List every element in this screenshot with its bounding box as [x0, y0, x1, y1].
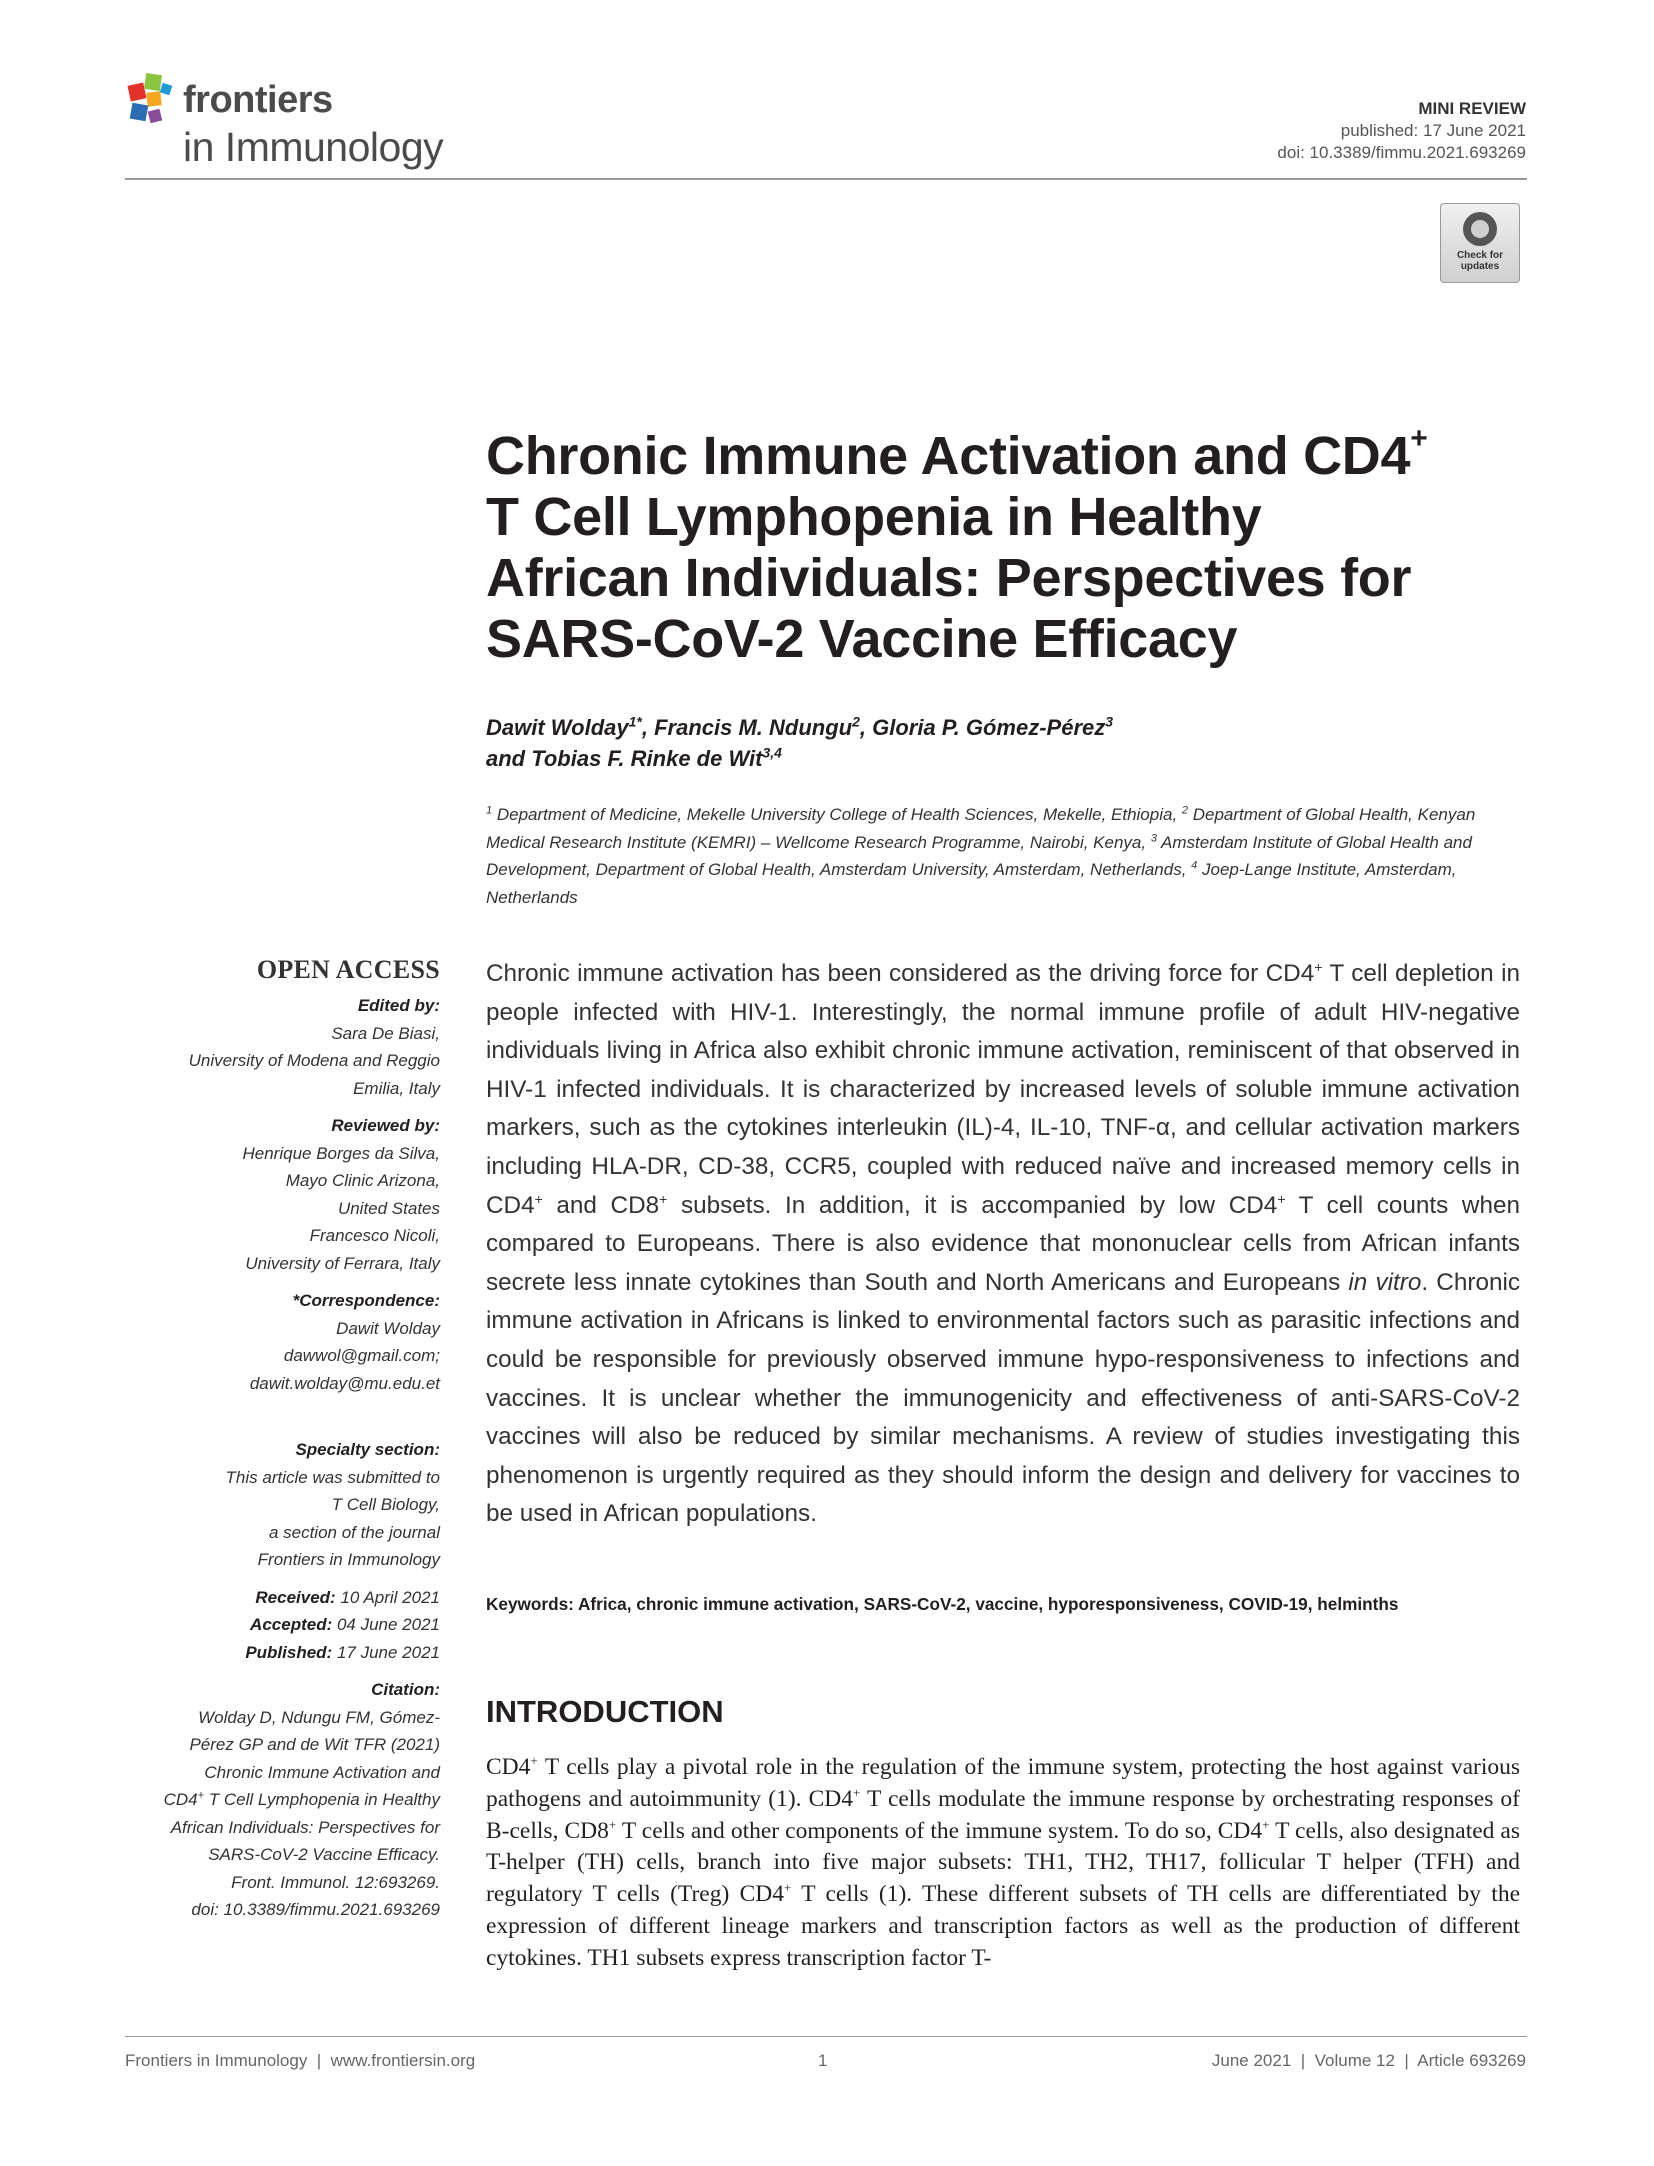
- specialty-line: This article was submitted to: [225, 1467, 440, 1487]
- abstract-superscript: +: [534, 1190, 543, 1207]
- intro-text: CD4: [486, 1754, 531, 1780]
- author-name[interactable]: Dawit Wolday: [486, 715, 629, 740]
- reviewer-line: University of Ferrara, Italy: [245, 1253, 440, 1273]
- correspondence-email[interactable]: dawwol@gmail.com;: [283, 1346, 440, 1365]
- affiliation-number: 4: [1191, 859, 1198, 872]
- published-value: 17 June 2021: [332, 1642, 440, 1662]
- author-separator: ,: [859, 715, 873, 740]
- affiliation-number: 1: [486, 804, 493, 817]
- header-divider: [125, 178, 1527, 180]
- author-name[interactable]: Gloria P. Gómez-Pérez: [872, 715, 1106, 740]
- title-line: SARS-CoV-2 Vaccine Efficacy: [486, 609, 1238, 669]
- crossmark-icon: [1463, 212, 1497, 246]
- abstract-superscript: +: [1314, 958, 1323, 975]
- abstract-text: T cell depletion in people infected with HIV-1. Interestingly, the normal immune profile of adult HIV-negative individuals living in Africa also exhibit chronic immune activation, reminiscent of that observed in HIV-1 infected individuals. It is characterized by increased levels of soluble immune activation markers, such as the cytokines interleukin (IL)-4, IL-10, TNF-α, and cellular activation markers including HLA-DR, CD-38, CCR5, coupled with reduced naïve and increased memory cells in CD4: [486, 960, 1520, 1219]
- title-line: African Individuals: Perspectives for: [486, 548, 1412, 608]
- received-value: 10 April 2021: [335, 1587, 440, 1607]
- reviewer-line: Mayo Clinic Arizona,: [285, 1171, 440, 1190]
- article-meta: [1277, 98, 1526, 164]
- specialty-line: a section of the journal: [268, 1522, 440, 1542]
- editor-line: Emilia, Italy: [353, 1078, 440, 1098]
- affiliation-text: Department of Global Health, Kenyan Medical Research Institute (KEMRI) – Wellcome Research Programme, Nairobi, Kenya,: [486, 805, 1476, 852]
- specialty-line: T Cell Biology,: [331, 1495, 440, 1514]
- author-list: [486, 712, 1546, 774]
- article-sidebar: [120, 952, 440, 1924]
- frontiers-logo-icon: [125, 70, 177, 132]
- author-name[interactable]: and Tobias F. Rinke de Wit: [486, 746, 763, 771]
- citation-line: [120, 1786, 440, 1814]
- editor-line[interactable]: Sara De Biasi,: [331, 1023, 440, 1043]
- author-affiliation-sup: 3,4: [762, 744, 782, 761]
- abstract: [486, 955, 1520, 1534]
- published-date-sidebar: [120, 1639, 440, 1667]
- check-updates-label: Check for updates: [1456, 250, 1504, 272]
- editor-line: University of Modena and Reggio: [188, 1051, 440, 1070]
- doi-link[interactable]: doi: 10.3389/fimmu.2021.693269: [1277, 143, 1526, 162]
- check-for-updates-badge[interactable]: [1440, 203, 1520, 283]
- author-affiliation-sup: 1*: [628, 713, 642, 730]
- citation-fragment: CD4: [163, 1790, 198, 1809]
- reviewer-line[interactable]: Henrique Borges da Silva,: [242, 1143, 440, 1163]
- reviewer-line: United States: [337, 1198, 440, 1218]
- affiliation-text: Amsterdam Institute of Global Health and Development, Department of Global Health, Amsterdam University, Amsterdam, Netherlands,: [486, 832, 1472, 879]
- abstract-text: . Chronic immune activation in Africans is linked to environmental factors such as parasitic infections and could be responsible for previously observed immune hypo-responsiveness to infections and vaccines. It is unclear whether the immunogenicity and effectiveness of anti-SARS-CoV-2 vaccines will also be reduced by similar mechanisms. A review of studies investigating this phenomenon is urgently required as they should inform the design and delivery for vaccines to be used in African populations.: [486, 1268, 1521, 1528]
- abstract-text: and CD8: [542, 1191, 660, 1219]
- intro-text: T cells and other components of the immune system. To do so, CD4: [616, 1817, 1263, 1844]
- reviewer-line[interactable]: Francesco Nicoli,: [309, 1226, 440, 1245]
- published-label: Published:: [245, 1642, 333, 1662]
- citation-line: SARS-CoV-2 Vaccine Efficacy.: [208, 1845, 440, 1864]
- intro-superscript: +: [1262, 1816, 1270, 1832]
- correspondence-label: *Correspondence:: [292, 1291, 440, 1310]
- citation-line: Front. Immunol. 12:693269.: [231, 1872, 440, 1892]
- citation-doi[interactable]: doi: 10.3389/fimmu.2021.693269: [191, 1900, 440, 1919]
- received-date: [120, 1584, 440, 1612]
- intro-text: T cells (1). These different subsets of TH cells are differentiated by the expression of different lineage markers and transcription factors as well as the production of different cytokines. TH1 subsets express transcription factor T-: [486, 1881, 1520, 1971]
- footer-issue-info: June 2021 | Volume 12 | Article 693269: [1211, 2051, 1526, 2070]
- intro-text: T cells play a pivotal role in the regulation of the immune system, protecting the host against various pathogens and autoimmunity (1). CD4: [486, 1754, 1520, 1812]
- affiliation-text: Department of Medicine, Mekelle University College of Health Sciences, Mekelle, Ethiopia,: [492, 805, 1182, 824]
- abstract-text: subsets. In addition, it is accompanied by low CD4: [667, 1191, 1278, 1219]
- abstract-superscript: +: [659, 1190, 668, 1207]
- citation-line: Chronic Immune Activation and: [204, 1762, 440, 1782]
- specialty-section-label: Specialty section:: [295, 1440, 440, 1459]
- brand-name: frontiers: [183, 79, 333, 121]
- accepted-date: [120, 1611, 440, 1639]
- journal-name: in Immunology: [183, 124, 444, 170]
- intro-superscript: +: [852, 1784, 861, 1800]
- title-line: T Cell Lymphopenia in Healthy: [486, 487, 1262, 547]
- page-number: 1: [818, 2051, 828, 2070]
- author-separator: ,: [641, 715, 655, 740]
- footer-journal-link[interactable]: Frontiers in Immunology | www.frontiersin.org: [125, 2051, 476, 2070]
- reviewed-by-label: Reviewed by:: [331, 1116, 440, 1135]
- introduction-body: [486, 1752, 1520, 1975]
- abstract-text: Chronic immune activation has been considered as the driving force for CD4: [486, 960, 1315, 987]
- affiliation-text: Joep-Lange Institute, Amsterdam, Netherlands: [486, 860, 1457, 907]
- affiliation-number: 2: [1181, 804, 1189, 817]
- journal-logo[interactable]: [125, 70, 465, 170]
- article-title: [486, 422, 1556, 670]
- received-label: Received:: [255, 1587, 336, 1607]
- published-date: published: 17 June 2021: [1340, 121, 1526, 140]
- intro-superscript: +: [784, 1880, 792, 1896]
- open-access-label: OPEN ACCESS: [256, 955, 440, 984]
- article-type: MINI REVIEW: [1418, 99, 1526, 118]
- accepted-value: 04 June 2021: [332, 1615, 440, 1634]
- author-name[interactable]: Francis M. Ndungu: [654, 715, 853, 740]
- citation-line: Pérez GP and de Wit TFR (2021): [189, 1735, 440, 1754]
- citation-label: Citation:: [371, 1680, 440, 1699]
- abstract-superscript: +: [1277, 1190, 1286, 1207]
- author-affiliation-sup: 2: [852, 713, 860, 730]
- title-superscript: +: [1410, 422, 1428, 455]
- intro-superscript: +: [608, 1816, 617, 1832]
- abstract-italic: in vitro: [1348, 1268, 1422, 1296]
- correspondence-email[interactable]: dawit.wolday@mu.edu.et: [249, 1373, 440, 1393]
- intro-text: T cells modulate the immune response by orchestrating responses of B-cells, CD8: [486, 1785, 1520, 1844]
- title-line: Chronic Immune Activation and CD4: [486, 426, 1411, 486]
- edited-by-label: Edited by:: [357, 996, 440, 1015]
- citation-line: African Individuals: Perspectives for: [170, 1817, 440, 1837]
- affiliations: [486, 801, 1526, 911]
- intro-superscript: +: [530, 1753, 538, 1769]
- citation-fragment: T Cell Lymphopenia in Healthy: [204, 1790, 440, 1809]
- footer-divider: [125, 2036, 1527, 2037]
- specialty-line: Frontiers in Immunology: [257, 1550, 440, 1569]
- section-heading-introduction: INTRODUCTION: [486, 1694, 724, 1729]
- citation-superscript: +: [197, 1789, 205, 1802]
- abstract-text: T cell counts when compared to Europeans. There is also evidence that mononuclear cells from African infants secrete less innate cytokines than South and North Americans and Europeans: [486, 1191, 1520, 1296]
- citation-line: Wolday D, Ndungu FM, Gómez-: [198, 1707, 440, 1727]
- author-affiliation-sup: 3: [1105, 713, 1114, 730]
- accepted-label: Accepted:: [250, 1615, 333, 1634]
- correspondence-name: Dawit Wolday: [336, 1318, 440, 1338]
- intro-text: T cells, also designated as T-helper (TH) cells, branch into five major subsets: TH1, TH2, TH17, follicular T helper (TFH) and regulatory T cells (Treg) CD4: [486, 1817, 1521, 1908]
- keywords: Keywords: Africa, chronic immune activation, SARS-CoV-2, vaccine, hyporesponsiveness, COVID-19, helminths: [486, 1594, 1399, 1614]
- affiliation-number: 3: [1150, 831, 1157, 844]
